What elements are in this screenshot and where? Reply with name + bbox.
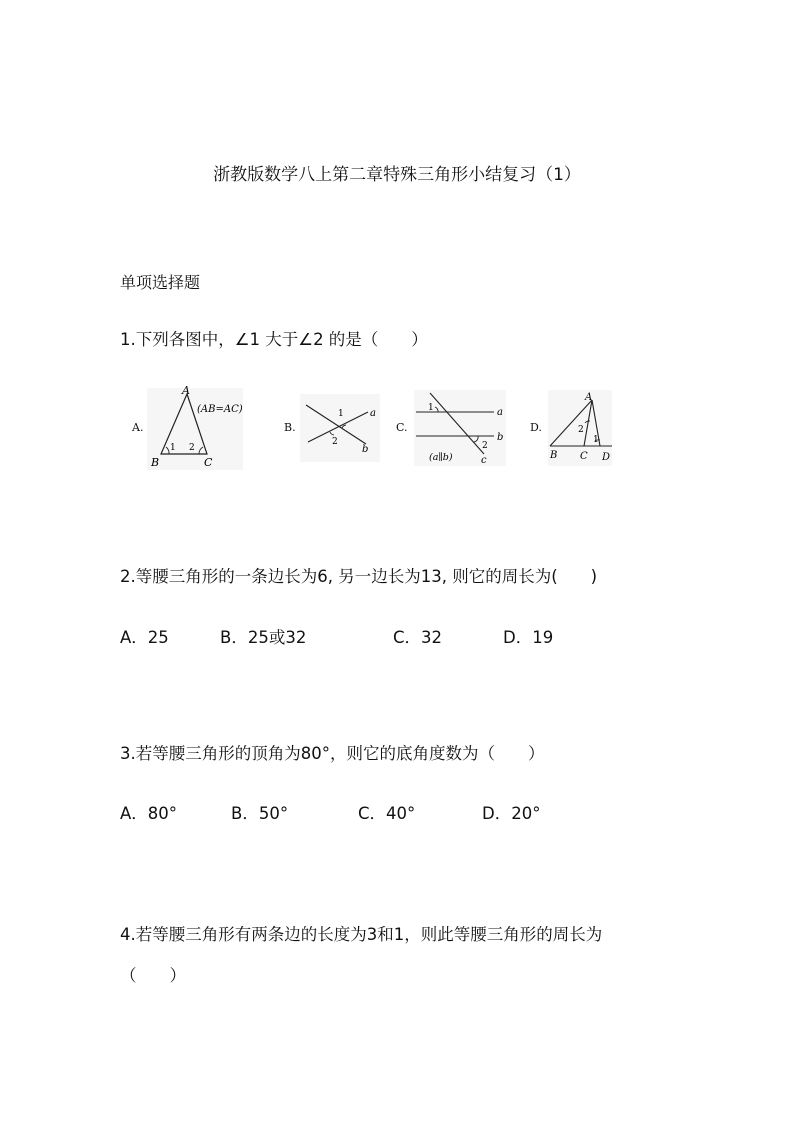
fig-c-label: C.	[396, 421, 408, 434]
fig-b-line-b: b	[362, 444, 369, 455]
question-1-stem: 1.下列各图中，∠1 大于∠2 的是（ ）	[120, 330, 428, 349]
fig-d-angle-1: 1	[593, 435, 599, 445]
q2-option-a: A．25	[120, 628, 169, 647]
figure-d-triangle	[548, 388, 618, 468]
fig-a-vertex-b: B	[151, 456, 160, 469]
fig-c-line-a: a	[497, 407, 503, 418]
q2-option-c: C．32	[393, 628, 443, 647]
fig-d-apex: A	[585, 392, 593, 403]
fig-b-label: B.	[284, 421, 296, 434]
q2-option-b: B．25或32	[220, 628, 307, 647]
fig-c-angle-1: 1	[428, 403, 434, 413]
question-4-stem: 4.若等腰三角形有两条边的长度为3和1，则此等腰三角形的周长为	[120, 925, 603, 944]
q3-option-d: D．20°	[482, 804, 541, 823]
q2-option-d: D．19	[503, 628, 554, 647]
question-2-stem: 2.等腰三角形的一条边长为6, 另一边长为13, 则它的周长为( )	[120, 567, 598, 586]
question-4-stem-continuation: （ ）	[120, 966, 186, 985]
figure-b-lines	[300, 394, 384, 462]
section-heading: 单项选择题	[120, 273, 201, 292]
fig-d-vertex-c: C	[580, 451, 588, 462]
fig-c-line-c: c	[481, 455, 487, 466]
fig-c-note: (a∥b)	[429, 452, 453, 463]
page-title: 浙教版数学八上第二章特殊三角形小结复习（1）	[213, 165, 581, 185]
fig-a-apex: A	[182, 384, 190, 397]
fig-a-vertex-c: C	[204, 456, 213, 469]
q3-option-a: A．80°	[120, 804, 178, 823]
question-3-stem: 3.若等腰三角形的顶角为80°，则它的底角度数为（ ）	[120, 744, 545, 763]
fig-b-angle-1: 1	[338, 409, 344, 419]
q3-option-b: B．50°	[231, 804, 289, 823]
fig-a-angle-1: 1	[170, 443, 176, 453]
fig-c-angle-2: 2	[482, 441, 488, 451]
figure-c-parallel-lines	[414, 390, 510, 466]
fig-c-line-b: b	[497, 432, 504, 443]
figure-a-triangle	[147, 384, 247, 474]
fig-b-angle-2: 2	[332, 437, 338, 447]
fig-b-line-a: a	[370, 408, 376, 419]
fig-a-label: A.	[132, 421, 144, 434]
fig-d-vertex-d: D	[602, 452, 611, 463]
q3-option-c: C．40°	[358, 804, 416, 823]
fig-d-angle-2: 2	[578, 425, 584, 435]
fig-a-note: (AB=AC)	[197, 404, 243, 415]
fig-a-angle-2: 2	[189, 443, 195, 453]
fig-d-vertex-b: B	[550, 450, 558, 461]
fig-d-label: D.	[530, 421, 542, 434]
